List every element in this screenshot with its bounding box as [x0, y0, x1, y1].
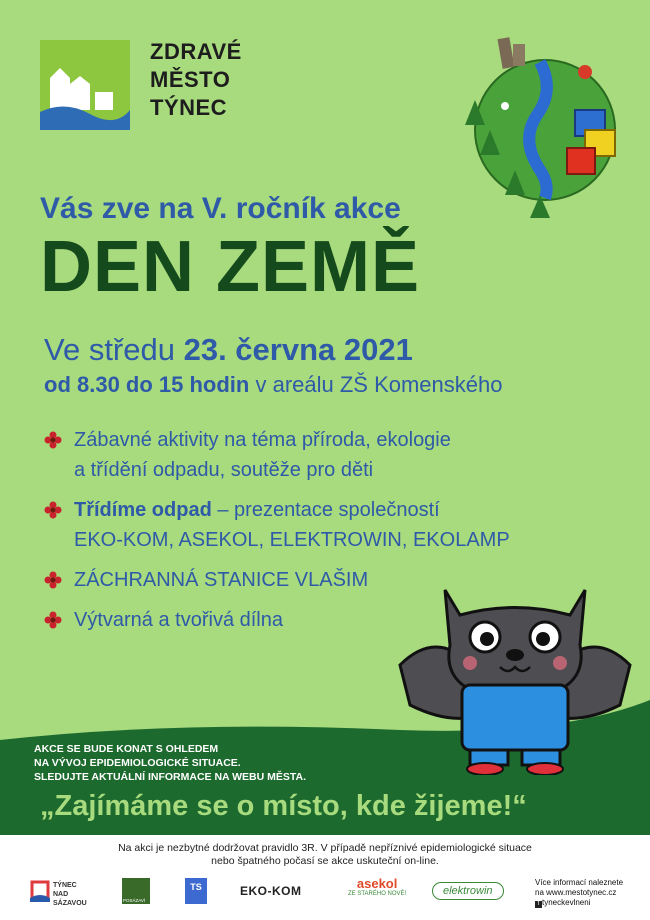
rules-note-line-1: Na akci je nezbytné dodržovat pravidlo 3R. V případě nepříznivé epidemiologické situace: [118, 842, 532, 854]
invitation-text: Vás zve na V. ročník akce: [40, 192, 401, 225]
zdrave-mesto-logo: [40, 40, 130, 132]
tynec-emblem-icon: [30, 880, 50, 902]
activity-2-line-2: EKO-KOM, ASEKOL, ELEKTROWIN, EKOLAMP: [74, 529, 510, 551]
logo-line-1: ZDRAVÉ: [150, 39, 242, 64]
list-item: [44, 425, 604, 485]
flower-bullet-icon: [44, 431, 62, 449]
notice-text: [34, 742, 306, 784]
ts-logo-text: TS: [190, 882, 202, 892]
activity-2-line-1: [74, 495, 604, 525]
flower-bullet-icon: [44, 571, 62, 589]
elektrowin-logo: [432, 882, 504, 900]
ekokom-logo: [240, 884, 302, 898]
rules-note-line-2: nebo špatného počasí se akce uskuteční on-line.: [211, 855, 439, 867]
activity-1-line-1: Zábavné aktivity na téma příroda, ekologie: [74, 429, 451, 451]
event-place: v areálu ZŠ Komenského: [249, 372, 503, 397]
asekol-tagline: ZE STARÉHO NOVÉ!: [348, 891, 407, 897]
more-info-facebook[interactable]: [535, 898, 623, 908]
activity-2-bold: Třídíme odpad: [74, 499, 212, 521]
notice-line-3: SLEDUJTE AKTUÁLNÍ INFORMACE NA WEBU MĚSTA.: [34, 771, 307, 783]
activity-1-line-2: a třídění odpadu, soutěže pro děti: [74, 459, 374, 481]
elektrowin-logo-text: elektrowin: [443, 885, 493, 897]
facebook-icon: f: [535, 901, 542, 908]
ts-logo: [185, 878, 207, 904]
tynec-logo: [30, 880, 90, 907]
flower-bullet-icon: [44, 611, 62, 629]
asekol-logo: [348, 876, 406, 897]
bat-mascot-illustration: [390, 575, 640, 775]
earth-illustration: [445, 30, 635, 220]
event-date: 23. června 2021: [183, 332, 413, 367]
more-info-website[interactable]: na www.mestotynec.cz: [535, 888, 617, 897]
event-hours: od 8.30 do 15 hodin: [44, 372, 250, 397]
slogan: „Zajímáme se o místo, kde žijeme!“: [40, 790, 527, 822]
more-info-line-1: Více informací naleznete: [535, 878, 624, 887]
notice-line-1: AKCE SE BUDE KONAT S OHLEDEM: [34, 743, 219, 755]
activity-3-line-1: ZÁCHRANNÁ STANICE VLAŠIM: [74, 569, 369, 591]
activity-2-rest: – prezentace společností: [211, 499, 440, 521]
flower-bullet-icon: [44, 501, 62, 519]
more-info: [535, 878, 623, 908]
logo-line-3: TÝNEC: [150, 95, 228, 120]
posazavi-logo-text: POSÁZAVÍ: [123, 898, 146, 903]
notice-line-2: NA VÝVOJ EPIDEMIOLOGICKÉ SITUACE.: [34, 757, 241, 769]
event-time-line: [44, 372, 503, 398]
logo-line-2: MĚSTO: [150, 67, 231, 92]
asekol-logo-text: asekol: [356, 876, 398, 891]
rules-note: [0, 842, 650, 868]
logo-text: [150, 38, 242, 122]
facebook-handle: tyneckevlneni: [542, 898, 591, 907]
event-date-line: [44, 332, 413, 368]
date-prefix: Ve středu: [44, 332, 184, 367]
posazavi-logo: [122, 878, 150, 904]
tynec-logo-text: TÝNEC NAD SÁZAVOU: [53, 882, 87, 907]
event-title: DEN ZEMĚ: [40, 227, 421, 307]
ekokom-logo-text: EKO-KOM: [240, 884, 302, 898]
activity-4-line-1: Výtvarná a tvořivá dílna: [74, 609, 283, 631]
list-item: [44, 495, 604, 555]
